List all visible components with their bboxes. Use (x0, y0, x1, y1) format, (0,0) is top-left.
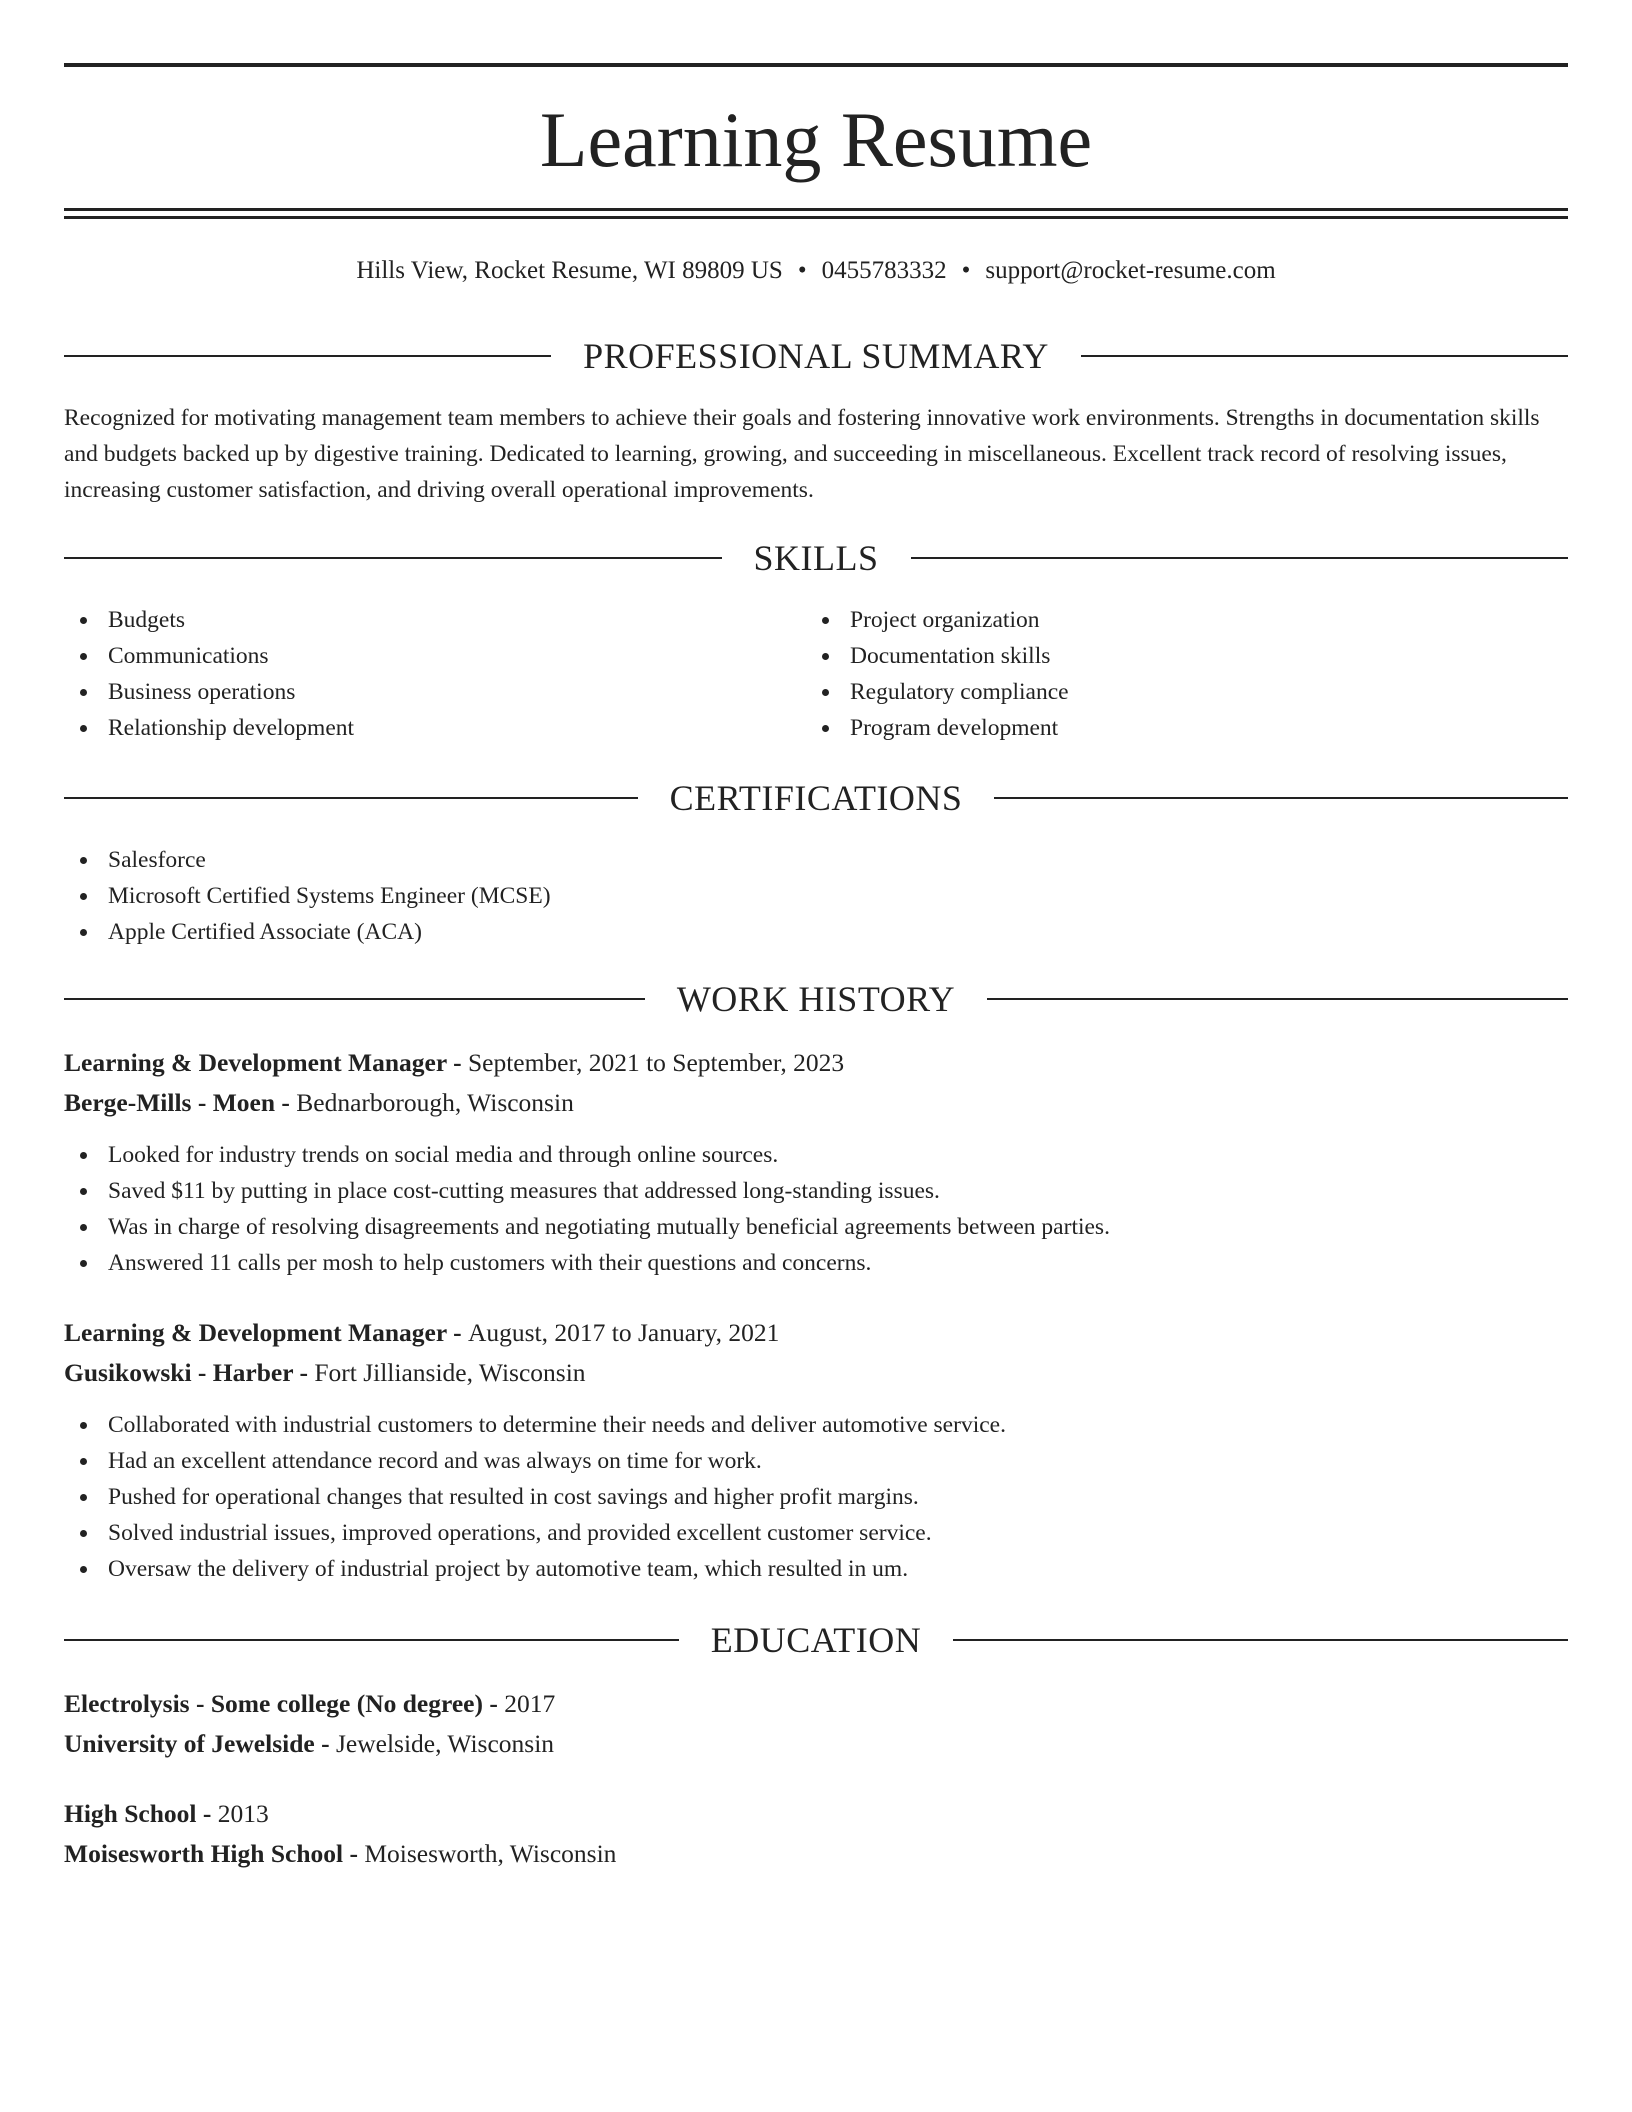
section-rule (953, 1639, 1568, 1641)
section-rule (994, 797, 1568, 799)
dash: - (343, 1839, 365, 1868)
section-title: PROFESSIONAL SUMMARY (583, 336, 1049, 376)
section-title: SKILLS (753, 538, 879, 578)
job-dates: August, 2017 to January, 2021 (467, 1318, 780, 1347)
section-title: EDUCATION (710, 1620, 922, 1660)
job-company: Gusikowski - Harber (64, 1358, 294, 1387)
job-location: Bednarborough, Wisconsin (296, 1088, 574, 1117)
section-rule (64, 355, 551, 357)
skills-list-right (806, 602, 1546, 746)
section-rule (64, 797, 638, 799)
dash: - (293, 1358, 315, 1387)
dash: - (482, 1689, 505, 1718)
job-bullet: Was in charge of resolving disagreements and negotiating mutually beneficial agreements between parties. (64, 1209, 1568, 1245)
education-school: University of Jewelside (64, 1729, 315, 1758)
education-location: Moisesworth, Wisconsin (364, 1839, 617, 1868)
education-school-line (64, 1724, 1568, 1764)
education-school-line (64, 1834, 1568, 1874)
skill-item: Communications (64, 638, 804, 674)
job-bullet: Oversaw the delivery of industrial project by automotive team, which resulted in um. (64, 1551, 1568, 1587)
section-rule (64, 557, 722, 559)
dash: - (196, 1799, 218, 1828)
section-header-certifications (64, 776, 1568, 820)
skill-item: Budgets (64, 602, 804, 638)
dash: - (314, 1729, 336, 1758)
job-bullet: Had an excellent attendance record and was always on time for work. (64, 1443, 1568, 1479)
header-rule-top (64, 63, 1568, 67)
section-title: CERTIFICATIONS (669, 778, 963, 818)
education-year: 2017 (504, 1689, 556, 1718)
section-header-work (64, 977, 1568, 1021)
certifications-list (64, 842, 1568, 950)
dash: - (446, 1318, 468, 1347)
skill-item: Business operations (64, 674, 804, 710)
section-header-education (64, 1618, 1568, 1662)
contact-address: Hills View, Rocket Resume, WI 89809 US (356, 257, 783, 284)
certification-item: Salesforce (64, 842, 1568, 878)
header-rule-bottom-2 (64, 216, 1568, 219)
section-rule (64, 998, 645, 1000)
section-title: WORK HISTORY (676, 979, 956, 1019)
job-title-line (64, 1043, 1568, 1083)
contact-separator: • (961, 257, 971, 284)
job-bullet: Looked for industry trends on social media and through online sources. (64, 1137, 1568, 1173)
contact-phone: 0455783332 (821, 257, 947, 284)
job-title: Learning & Development Manager (64, 1318, 447, 1347)
job-bullet: Saved $11 by putting in place cost-cutting measures that addressed long-standing issues. (64, 1173, 1568, 1209)
section-rule (987, 998, 1568, 1000)
contact-info (64, 252, 1568, 290)
job-bullet: Collaborated with industrial customers to determine their needs and deliver automotive service. (64, 1407, 1568, 1443)
resume-name: Learning Resume (539, 96, 1093, 183)
job-company-line (64, 1353, 1568, 1393)
header-rule-bottom-1 (64, 208, 1568, 211)
job-bullets (64, 1137, 1568, 1281)
education-school: Moisesworth High School (64, 1839, 344, 1868)
skill-item: Documentation skills (806, 638, 1546, 674)
contact-email: support@rocket-resume.com (985, 257, 1276, 284)
section-header-skills (64, 536, 1568, 580)
skill-item: Relationship development (64, 710, 804, 746)
job-title: Learning & Development Manager (64, 1048, 447, 1077)
section-rule (1081, 355, 1568, 357)
job-dates: September, 2021 to September, 2023 (467, 1048, 845, 1077)
education-degree-line (64, 1794, 1568, 1834)
job-bullet: Pushed for operational changes that resulted in cost savings and higher profit margins. (64, 1479, 1568, 1515)
job-title-line (64, 1313, 1568, 1353)
skill-item: Regulatory compliance (806, 674, 1546, 710)
dash: - (275, 1088, 297, 1117)
certification-item: Microsoft Certified Systems Engineer (MCSE) (64, 878, 1568, 914)
summary-text: Recognized for motivating management team members to achieve their goals and fostering innovative work environments. Strengths in documentation skills and budgets backed up by digestive training. Dedicated to learning, growing, and succeeding in miscellaneous. Excellent track record of resolving issues, increasing customer satisfaction, and driving overall operational improvements. (64, 405, 1540, 503)
skills-list-left (64, 602, 804, 746)
education-location: Jewelside, Wisconsin (335, 1729, 555, 1758)
skill-item: Program development (806, 710, 1546, 746)
certification-item: Apple Certified Associate (ACA) (64, 914, 1568, 950)
job-company: Berge-Mills - Moen (64, 1088, 276, 1117)
education-degree-line (64, 1684, 1568, 1724)
education-degree: Electrolysis - Some college (No degree) (64, 1689, 483, 1718)
section-rule (64, 1639, 679, 1641)
job-company-line (64, 1083, 1568, 1123)
skill-item: Project organization (806, 602, 1546, 638)
contact-separator: • (797, 257, 807, 284)
section-rule (911, 557, 1569, 559)
job-location: Fort Jillianside, Wisconsin (314, 1358, 586, 1387)
job-bullet: Solved industrial issues, improved operations, and provided excellent customer service. (64, 1515, 1568, 1551)
education-year: 2013 (217, 1799, 269, 1828)
job-bullet: Answered 11 calls per mosh to help customers with their questions and concerns. (64, 1245, 1568, 1281)
job-bullets (64, 1407, 1568, 1587)
section-header-summary (64, 334, 1568, 378)
dash: - (446, 1048, 468, 1077)
education-degree: High School (64, 1799, 197, 1828)
